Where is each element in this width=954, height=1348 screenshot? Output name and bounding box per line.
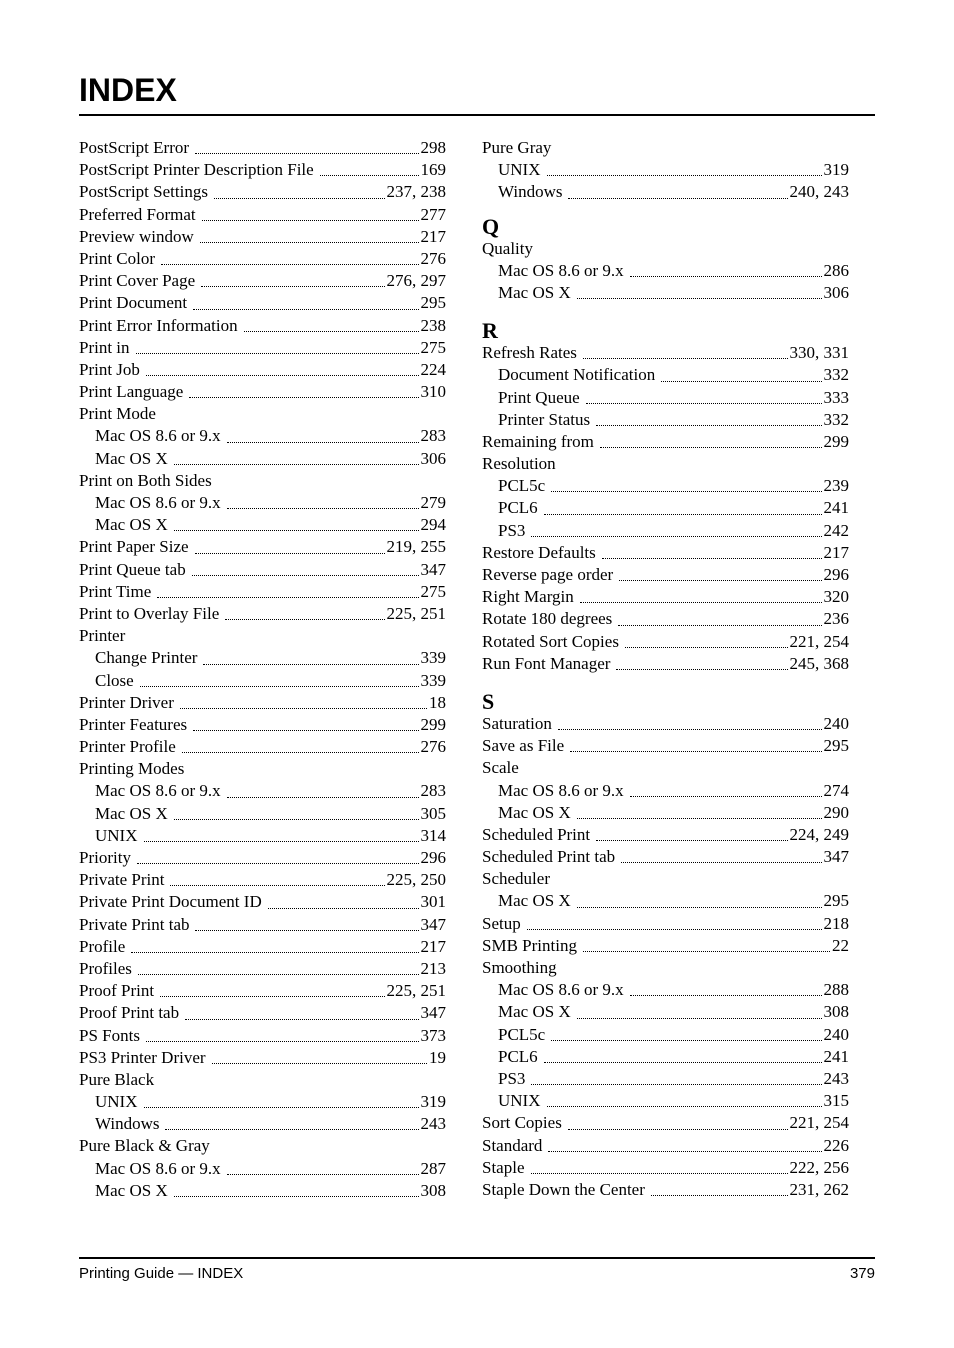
index-entry xyxy=(482,1179,849,1201)
dot-leader xyxy=(160,975,384,997)
dot-leader xyxy=(200,221,419,243)
index-page-numbers: 225, 251 xyxy=(386,981,446,1001)
dot-leader xyxy=(203,642,418,664)
index-page-numbers: 295 xyxy=(823,736,849,756)
index-term: PS Fonts xyxy=(79,1025,140,1045)
index-term: Pure Black xyxy=(79,1069,155,1089)
section-letter-s: S xyxy=(482,688,495,714)
index-page-numbers: 169 xyxy=(420,160,446,180)
index-term: Mac OS X xyxy=(498,891,571,911)
index-term: Remaining from xyxy=(482,431,594,451)
index-page-numbers: 295 xyxy=(420,293,446,313)
dot-leader xyxy=(580,581,822,603)
index-page-numbers: 238 xyxy=(420,315,446,335)
index-term: Preview window xyxy=(79,226,194,246)
index-page-numbers: 347 xyxy=(823,847,849,867)
index-page-numbers: 314 xyxy=(420,825,446,845)
index-page-numbers: 333 xyxy=(823,387,849,407)
index-entry xyxy=(79,1047,446,1069)
dot-leader xyxy=(544,492,822,514)
index-page-numbers: 339 xyxy=(420,648,446,668)
dot-leader xyxy=(136,332,419,354)
index-term: Mac OS X xyxy=(95,1180,168,1200)
index-term: Scheduled Print xyxy=(482,824,591,844)
index-term: SMB Printing xyxy=(482,935,577,955)
index-term: Print Document xyxy=(79,293,188,313)
index-term: Smoothing xyxy=(482,958,557,977)
dot-leader xyxy=(195,909,418,931)
index-entry xyxy=(482,653,849,675)
index-page-numbers: 239 xyxy=(823,476,849,496)
index-page-numbers: 243 xyxy=(823,1068,849,1088)
index-term: Print Queue xyxy=(498,387,580,407)
index-term: Rotate 180 degrees xyxy=(482,609,613,629)
index-term: Save as File xyxy=(482,736,565,756)
dot-leader xyxy=(193,287,418,309)
dot-leader xyxy=(577,797,822,819)
index-page-numbers: 298 xyxy=(420,138,446,157)
index-page-numbers: 275 xyxy=(420,581,446,601)
dot-leader xyxy=(551,470,821,492)
dot-leader xyxy=(531,1152,788,1174)
dot-leader xyxy=(193,709,418,731)
index-term: Private Print tab xyxy=(79,914,190,934)
dot-leader xyxy=(174,1175,419,1197)
dot-leader xyxy=(202,199,419,221)
dot-leader xyxy=(619,559,821,581)
dot-leader xyxy=(137,842,419,864)
index-page-numbers: 332 xyxy=(823,365,849,385)
index-term: Profile xyxy=(79,936,126,956)
index-page-numbers: 306 xyxy=(823,282,849,302)
index-term: Printing Modes xyxy=(79,759,185,779)
index-term: Sort Copies xyxy=(482,1113,562,1133)
dot-leader xyxy=(596,404,821,426)
dot-leader xyxy=(583,337,788,359)
dot-leader xyxy=(547,1085,822,1107)
index-term: Private Print xyxy=(79,870,165,890)
index-page-numbers: 332 xyxy=(823,409,849,429)
index-page-numbers: 296 xyxy=(420,848,446,867)
dot-leader xyxy=(201,265,384,287)
index-page-numbers: 306 xyxy=(420,448,446,468)
index-term: Staple xyxy=(482,1157,525,1177)
index-entry xyxy=(482,846,849,868)
index-entry xyxy=(482,935,849,957)
index-term: Print Error Information xyxy=(79,315,238,335)
index-page-numbers: 18 xyxy=(429,692,446,712)
index-subentry xyxy=(79,448,446,470)
index-term: Preferred Format xyxy=(79,204,196,224)
index-term: UNIX xyxy=(498,160,541,180)
index-term: Print Queue tab xyxy=(79,559,186,579)
dot-leader xyxy=(320,154,419,176)
index-term: Setup xyxy=(482,913,521,933)
index-term: Staple Down the Center xyxy=(482,1179,645,1199)
index-page-numbers: 295 xyxy=(823,891,849,911)
index-page-numbers: 224, 249 xyxy=(789,824,849,844)
index-term: Resolution xyxy=(482,454,556,474)
index-page-numbers: 236 xyxy=(823,609,849,629)
index-page-numbers: 22 xyxy=(832,935,849,955)
index-term: Print Color xyxy=(79,248,156,268)
index-term: Windows xyxy=(498,182,563,202)
index-entry xyxy=(79,381,446,403)
index-term: PCL6 xyxy=(498,1046,538,1066)
index-page-numbers: 240 xyxy=(823,713,849,733)
index-page-numbers: 213 xyxy=(420,958,446,978)
index-term: Mac OS X xyxy=(498,1002,571,1022)
index-term: Print on Both Sides xyxy=(79,470,212,490)
index-subentry xyxy=(482,282,849,304)
index-term: Mac OS 8.6 or 9.x xyxy=(95,781,221,801)
dot-leader xyxy=(185,997,418,1019)
dot-leader xyxy=(161,243,418,265)
dot-leader xyxy=(174,798,419,820)
index-term: Printer Driver xyxy=(79,692,174,712)
dot-leader xyxy=(548,1130,821,1152)
dot-leader xyxy=(146,1020,419,1042)
dot-leader xyxy=(600,426,822,448)
index-term: Close xyxy=(95,670,134,690)
index-page-numbers: 225, 251 xyxy=(386,603,446,623)
index-page-numbers: 219, 255 xyxy=(386,537,446,557)
dot-leader xyxy=(174,509,419,531)
index-page-numbers: 315 xyxy=(823,1091,849,1111)
dot-leader xyxy=(651,1174,788,1196)
dot-leader xyxy=(192,554,419,576)
index-term: Scale xyxy=(482,758,519,778)
index-term: Restore Defaults xyxy=(482,542,596,562)
index-term: Run Font Manager xyxy=(482,653,611,673)
dot-leader xyxy=(577,885,822,907)
dot-leader xyxy=(618,603,821,625)
dot-leader xyxy=(180,687,427,709)
dot-leader xyxy=(146,354,419,376)
index-term: PostScript Settings xyxy=(79,182,208,202)
index-column-right xyxy=(482,137,849,1201)
index-term: Printer xyxy=(79,626,126,646)
index-term: Right Margin xyxy=(482,587,574,607)
index-page-numbers: 301 xyxy=(420,892,446,912)
dot-leader xyxy=(174,443,419,465)
page-title: INDEX xyxy=(79,72,177,108)
index-page-numbers: 274 xyxy=(823,780,849,800)
index-page-numbers: 276 xyxy=(420,737,446,757)
index-page-numbers: 320 xyxy=(823,587,849,607)
index-page-numbers: 241 xyxy=(823,1046,849,1066)
index-page-numbers: 286 xyxy=(823,260,849,280)
footer-title: Printing Guide — INDEX xyxy=(79,1265,244,1282)
index-term: Scheduled Print tab xyxy=(482,847,616,867)
index-page-numbers: 222, 256 xyxy=(789,1157,849,1177)
index-term: Scheduler xyxy=(482,869,550,889)
index-term: Change Printer xyxy=(95,648,198,668)
dot-leader xyxy=(616,648,787,670)
dot-leader xyxy=(531,515,821,537)
index-page-numbers: 294 xyxy=(420,515,446,535)
index-subentry xyxy=(482,181,849,203)
dot-leader xyxy=(596,819,787,841)
index-term: PS3 xyxy=(498,1068,526,1088)
index-term: UNIX xyxy=(498,1091,541,1111)
index-page-numbers: 226 xyxy=(823,1135,849,1155)
index-page-numbers: 279 xyxy=(420,493,446,512)
index-term: Print Time xyxy=(79,581,152,601)
index-term: Print Cover Page xyxy=(79,271,196,291)
page-number: 379 xyxy=(849,1265,875,1282)
index-term: Rotated Sort Copies xyxy=(482,631,619,651)
dot-leader xyxy=(131,931,418,953)
index-page-numbers: 276 xyxy=(420,248,446,268)
index-term: Print Language xyxy=(79,382,184,402)
index-term: PostScript Error xyxy=(79,138,190,157)
index-page-numbers: 221, 254 xyxy=(789,631,849,651)
index-term: Quality xyxy=(482,238,533,258)
index-page-numbers: 243 xyxy=(420,1114,446,1134)
index-page-numbers: 218 xyxy=(823,913,849,933)
index-page-numbers: 217 xyxy=(420,226,446,246)
dot-leader xyxy=(165,1108,418,1130)
index-page-numbers: 217 xyxy=(420,936,446,956)
index-term: Mac OS X xyxy=(498,802,571,822)
index-term: PCL5c xyxy=(498,476,546,496)
dot-leader xyxy=(182,731,419,753)
index-term: Refresh Rates xyxy=(482,343,577,363)
dot-leader xyxy=(621,841,821,863)
dot-leader xyxy=(140,665,419,687)
index-entry xyxy=(79,603,446,625)
dot-leader xyxy=(144,820,419,842)
index-page-numbers: 296 xyxy=(823,565,849,584)
index-page-numbers: 225, 250 xyxy=(386,870,446,890)
section-letter-q: Q xyxy=(482,213,500,239)
index-term: Mac OS 8.6 or 9.x xyxy=(498,980,624,1000)
index-term: Print Job xyxy=(79,359,140,379)
index-term: Mac OS X xyxy=(95,515,168,535)
dot-leader xyxy=(577,996,822,1018)
index-term: Standard xyxy=(482,1135,543,1155)
dot-leader xyxy=(602,537,822,559)
index-page-numbers: 241 xyxy=(823,498,849,518)
section-letter-r: R xyxy=(482,318,498,344)
index-term: Mac OS X xyxy=(95,803,168,823)
dot-leader xyxy=(586,382,822,404)
index-term: Mac OS 8.6 or 9.x xyxy=(95,426,221,446)
dot-leader xyxy=(630,974,822,996)
dot-leader xyxy=(544,1041,822,1063)
dot-leader xyxy=(268,886,419,908)
index-term: Printer Profile xyxy=(79,737,176,757)
dot-leader xyxy=(225,598,384,620)
index-term: Mac OS 8.6 or 9.x xyxy=(95,493,221,512)
title-rule xyxy=(79,114,875,116)
index-term: Print to Overlay File xyxy=(79,603,220,623)
index-term: Priority xyxy=(79,848,131,867)
index-subentry xyxy=(79,1113,446,1135)
index-term: Printer Status xyxy=(498,409,591,429)
index-term: Reverse page order xyxy=(482,565,614,584)
index-page-numbers: 245, 368 xyxy=(789,653,849,673)
dot-leader xyxy=(214,176,385,198)
index-term: PS3 xyxy=(498,520,526,540)
dot-leader xyxy=(195,132,418,154)
index-term: PostScript Printer Description File xyxy=(79,160,314,180)
dot-leader xyxy=(630,255,822,277)
dot-leader xyxy=(570,730,821,752)
index-term: Proof Print tab xyxy=(79,1003,180,1023)
dot-leader xyxy=(138,953,419,975)
index-page-numbers: 276, 297 xyxy=(386,271,446,291)
dot-leader xyxy=(212,1042,427,1064)
index-page-numbers: 305 xyxy=(420,803,446,823)
index-term: Proof Print xyxy=(79,981,155,1001)
index-page-numbers: 319 xyxy=(420,1092,446,1112)
index-term: Pure Black & Gray xyxy=(79,1136,210,1156)
index-subentry xyxy=(79,1180,446,1202)
index-page-numbers: 339 xyxy=(420,670,446,690)
index-entry xyxy=(482,431,849,453)
dot-leader xyxy=(625,626,788,648)
index-page-numbers: 308 xyxy=(420,1180,446,1200)
index-page-numbers: 310 xyxy=(420,382,446,402)
dot-leader xyxy=(195,531,385,553)
dot-leader xyxy=(661,359,821,381)
index-page-numbers: 347 xyxy=(420,559,446,579)
dot-leader xyxy=(568,176,787,198)
index-term: Document Notification xyxy=(498,365,656,385)
index-term: Private Print Document ID xyxy=(79,892,262,912)
index-page-numbers: 290 xyxy=(823,802,849,822)
index-page-numbers: 287 xyxy=(420,1158,446,1178)
index-page-numbers: 240 xyxy=(823,1024,849,1044)
dot-leader xyxy=(144,1086,419,1108)
dot-leader xyxy=(531,1063,821,1085)
dot-leader xyxy=(558,708,822,730)
index-entry xyxy=(482,735,849,757)
index-page-numbers: 283 xyxy=(420,781,446,801)
index-term: Windows xyxy=(95,1114,160,1134)
dot-leader xyxy=(227,487,419,509)
dot-leader xyxy=(170,864,384,886)
index-page-numbers: 19 xyxy=(429,1047,446,1067)
index-page-numbers: 240, 243 xyxy=(789,182,849,202)
index-page-numbers: 299 xyxy=(420,714,446,734)
index-term: Saturation xyxy=(482,713,552,733)
index-term: PS3 Printer Driver xyxy=(79,1047,206,1067)
index-term: Mac OS X xyxy=(498,282,571,302)
index-page-numbers: 308 xyxy=(823,1002,849,1022)
index-page-numbers: 347 xyxy=(420,1003,446,1023)
index-term: Mac OS X xyxy=(95,448,168,468)
index-term: Pure Gray xyxy=(482,138,552,157)
index-page-numbers: 242 xyxy=(823,520,849,540)
index-term: Mac OS 8.6 or 9.x xyxy=(498,780,624,800)
index-page-numbers: 347 xyxy=(420,914,446,934)
dot-leader xyxy=(630,775,822,797)
index-term: Profiles xyxy=(79,958,132,978)
index-entry xyxy=(79,736,446,758)
index-page-numbers: 319 xyxy=(823,160,849,180)
index-page-numbers: 224 xyxy=(420,359,446,379)
footer-rule xyxy=(79,1257,875,1259)
dot-leader xyxy=(568,1107,788,1129)
index-term: PCL6 xyxy=(498,498,538,518)
dot-leader xyxy=(551,1019,821,1041)
dot-leader xyxy=(583,930,830,952)
dot-leader xyxy=(244,310,419,332)
index-page-numbers: 330, 331 xyxy=(789,343,849,363)
index-term: Mac OS 8.6 or 9.x xyxy=(498,260,624,280)
dot-leader xyxy=(157,576,418,598)
index-term: Mac OS 8.6 or 9.x xyxy=(95,1158,221,1178)
index-term: Print in xyxy=(79,337,130,357)
dot-leader xyxy=(189,376,418,398)
index-term: Printer Features xyxy=(79,714,188,734)
index-term: Print Paper Size xyxy=(79,537,189,557)
index-page-numbers: 231, 262 xyxy=(789,1179,849,1199)
index-page-numbers: 275 xyxy=(420,337,446,357)
index-term: UNIX xyxy=(95,825,138,845)
index-term: PCL5c xyxy=(498,1024,546,1044)
index-term: UNIX xyxy=(95,1092,138,1112)
index-page-numbers: 217 xyxy=(823,542,849,562)
index-page-numbers: 277 xyxy=(420,204,446,224)
index-column-left xyxy=(79,137,446,1202)
index-page-numbers: 221, 254 xyxy=(789,1113,849,1133)
index-term: Print Mode xyxy=(79,404,156,424)
index-page-numbers: 237, 238 xyxy=(386,182,446,202)
dot-leader xyxy=(227,420,419,442)
dot-leader xyxy=(577,277,822,299)
index-page-numbers: 373 xyxy=(420,1025,446,1045)
dot-leader xyxy=(227,1153,419,1175)
dot-leader xyxy=(527,908,822,930)
dot-leader xyxy=(547,154,822,176)
index-page-numbers: 288 xyxy=(823,980,849,1000)
dot-leader xyxy=(227,775,419,797)
index-page-numbers: 299 xyxy=(823,431,849,451)
index-page-numbers: 283 xyxy=(420,426,446,446)
